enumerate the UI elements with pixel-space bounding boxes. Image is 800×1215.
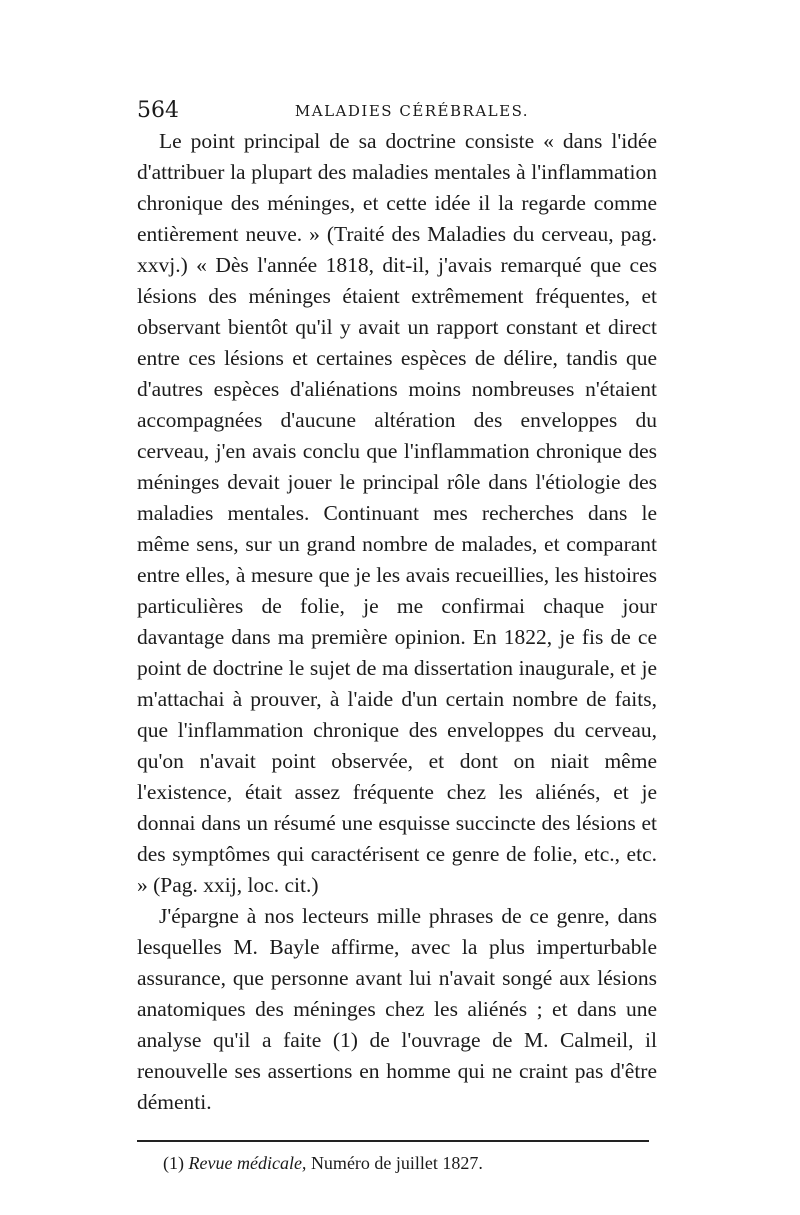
page-number: 564: [137, 98, 179, 123]
body-text: [137, 126, 657, 1118]
footnote: [137, 1150, 657, 1176]
footnote-marker: (1): [163, 1153, 184, 1173]
paragraph-1: Le point principal de sa doctrine consiste « dans l'idée d'attribuer la plupart des maladies mentales à l'inflammation chronique des méninges, et cette idée il la regarde comme entièrement neuve. » (Traité des Maladies du cerveau, pag. xxvj.) « Dès l'année 1818, dit-il, j'avais remarqué que ces lésions des méninges étaient extrêmement fréquentes, et observant bientôt qu'il y avait un rapport constant et direct entre ces lésions et certaines espèces de délire, tandis que d'autres espèces d'aliénations moins nombreuses n'étaient accompagnées d'aucune altération des enveloppes du cerveau, j'en avais conclu que l'inflammation chronique des méninges devait jouer le principal rôle dans l'étiologie des maladies mentales. Continuant mes recherches dans le même sens, sur un grand nombre de malades, et comparant entre elles, à mesure que je les avais recueillies, les histoires particulières de folie, je me confirmai chaque jour davantage dans ma première opinion. En 1822, je fis de ce point de doctrine le sujet de ma dissertation inaugurale, et je m'attachai à prouver, à l'aide d'un certain nombre de faits, que l'inflammation chronique des enveloppes du cerveau, qu'on n'avait point observée, et dont on niait même l'existence, était assez fréquente chez les aliénés, et je donnai dans un résumé une esquisse succincte des lésions et des symptômes qui caractérisent ce genre de folie, etc., etc. » (Pag. xxij, loc. cit.): [137, 129, 657, 897]
running-head: [137, 96, 657, 126]
paragraph-2: J'épargne à nos lecteurs mille phrases de ce genre, dans lesquelles M. Bayle affirme, avec la plus imperturbable assurance, que personne avant lui n'avait songé aux lésions anatomiques des méninges chez les aliénés ; et dans une analyse qu'il a faite (1) de l'ouvrage de M. Calmeil, il renouvelle ses assertions en homme qui ne craint pas d'être démenti.: [137, 904, 657, 1114]
running-title: MALADIES CÉRÉBRALES.: [294, 102, 530, 120]
footnote-rule: [137, 1140, 649, 1142]
footnote-text: Numéro de juillet 1827.: [310, 1153, 483, 1173]
footnote-source: Revue médicale,: [188, 1153, 307, 1173]
book-page: [137, 96, 657, 1176]
